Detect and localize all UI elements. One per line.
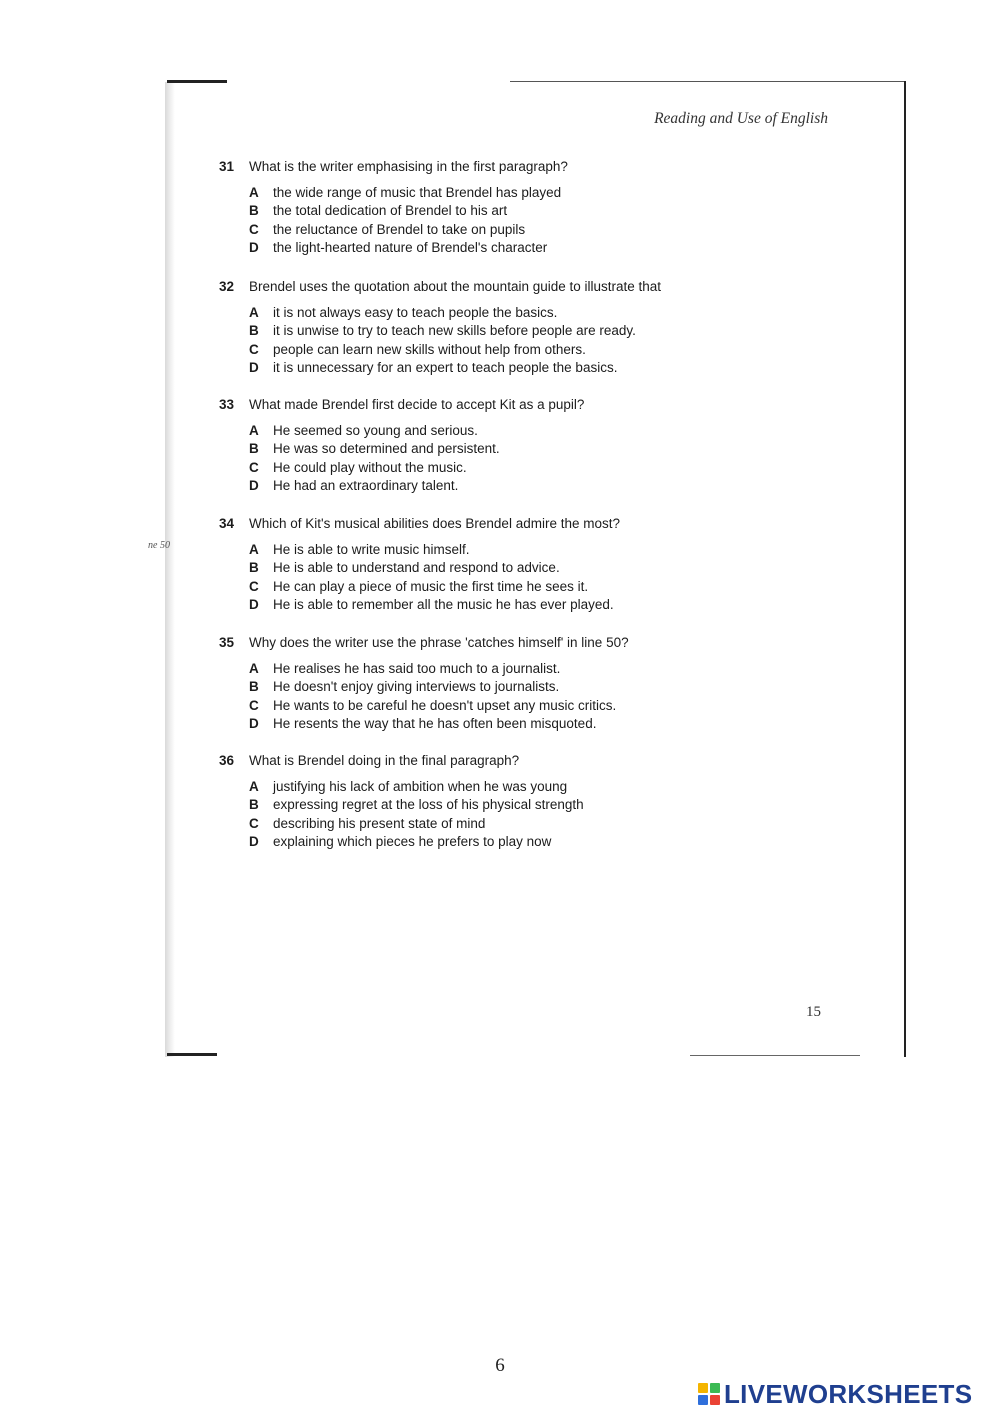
option-letter: D — [249, 715, 259, 731]
option-text: the wide range of music that Brendel has played — [273, 185, 562, 200]
option-b[interactable] — [249, 797, 739, 815]
option-text: He had an extraordinary talent. — [273, 477, 459, 493]
bottom-left-rule — [167, 1053, 217, 1056]
option-letter: C — [249, 221, 259, 237]
question-number: 33 — [219, 397, 235, 412]
option-letter: A — [249, 661, 259, 676]
question-number: 36 — [219, 753, 235, 768]
top-left-rule — [167, 80, 227, 83]
option-text: the light-hearted nature of Brendel's character — [273, 239, 548, 255]
option-text: people can learn new skills without help from others. — [273, 341, 586, 357]
option-c[interactable] — [249, 460, 739, 478]
option-a[interactable] — [249, 185, 739, 203]
question-number: 32 — [219, 279, 235, 294]
option-text: He seemed so young and serious. — [273, 423, 478, 438]
brand-name: LIVEWORKSHEETS — [724, 1378, 973, 1409]
option-text: He wants to be careful he doesn't upset any music critics. — [273, 697, 617, 713]
option-c[interactable] — [249, 816, 739, 834]
option-text: He realises he has said too much to a journalist. — [273, 661, 561, 676]
scan-page-number: 15 — [806, 1004, 821, 1020]
option-b[interactable] — [249, 441, 739, 459]
option-list — [249, 661, 739, 734]
margin-note: ne 50 — [148, 540, 170, 551]
option-b[interactable] — [249, 679, 739, 697]
option-text: the reluctance of Brendel to take on pupils — [273, 221, 526, 237]
option-d[interactable] — [249, 834, 739, 852]
option-list — [249, 185, 739, 258]
option-text: it is not always easy to teach people the basics. — [273, 305, 558, 320]
right-border — [904, 81, 906, 1057]
question-number: 34 — [219, 516, 235, 531]
option-text: He is able to understand and respond to advice. — [273, 560, 560, 576]
question-text: Why does the writer use the phrase 'catches himself' in line 50? — [249, 635, 629, 650]
option-text: He is able to remember all the music he has ever played. — [273, 596, 614, 612]
question-31 — [219, 159, 739, 258]
option-b[interactable] — [249, 203, 739, 221]
question-33 — [219, 397, 739, 496]
option-letter: D — [249, 596, 259, 612]
option-text: the total dedication of Brendel to his art — [273, 203, 508, 219]
question-34 — [219, 516, 739, 615]
question-35 — [219, 635, 739, 734]
bottom-rule — [690, 1055, 860, 1056]
option-text: expressing regret at the loss of his physical strength — [273, 797, 584, 813]
option-letter: A — [249, 779, 259, 794]
option-text: explaining which pieces he prefers to play now — [273, 833, 552, 849]
question-number: 31 — [219, 159, 235, 174]
option-a[interactable] — [249, 542, 739, 560]
option-a[interactable] — [249, 779, 739, 797]
question-text: What is Brendel doing in the final paragraph? — [249, 753, 520, 768]
option-letter: C — [249, 815, 259, 831]
option-letter: C — [249, 578, 259, 594]
question-32 — [219, 279, 739, 378]
option-b[interactable] — [249, 323, 739, 341]
liveworksheets-logo[interactable] — [697, 1380, 972, 1408]
question-36 — [219, 753, 739, 852]
option-text: He can play a piece of music the first time he sees it. — [273, 578, 589, 594]
option-letter: A — [249, 542, 259, 557]
option-letter: B — [249, 797, 259, 813]
option-letter: D — [249, 477, 259, 493]
option-d[interactable] — [249, 360, 739, 378]
option-letter: A — [249, 423, 259, 438]
option-text: it is unnecessary for an expert to teach people the basics. — [273, 359, 618, 375]
option-text: He doesn't enjoy giving interviews to journalists. — [273, 679, 560, 695]
option-list — [249, 779, 739, 852]
question-number: 35 — [219, 635, 235, 650]
option-list — [249, 305, 739, 378]
option-list — [249, 423, 739, 496]
question-text: What made Brendel first decide to accept Kit as a pupil? — [249, 397, 585, 412]
option-letter: C — [249, 341, 259, 357]
option-letter: D — [249, 359, 259, 375]
option-letter: C — [249, 459, 259, 475]
option-text: He resents the way that he has often been misquoted. — [273, 715, 597, 731]
option-letter: B — [249, 441, 259, 457]
option-text: He is able to write music himself. — [273, 542, 470, 557]
option-text: He could play without the music. — [273, 459, 467, 475]
option-a[interactable] — [249, 423, 739, 441]
option-text: He was so determined and persistent. — [273, 441, 500, 457]
option-c[interactable] — [249, 579, 739, 597]
option-text: describing his present state of mind — [273, 815, 486, 831]
option-d[interactable] — [249, 597, 739, 615]
question-text: Which of Kit's musical abilities does Brendel admire the most? — [249, 516, 620, 531]
liveworksheets-logo-icon — [697, 1382, 721, 1406]
option-letter: D — [249, 239, 259, 255]
option-a[interactable] — [249, 661, 739, 679]
option-a[interactable] — [249, 305, 739, 323]
option-text: it is unwise to try to teach new skills before people are ready. — [273, 323, 636, 339]
option-letter: C — [249, 697, 259, 713]
option-c[interactable] — [249, 698, 739, 716]
option-letter: A — [249, 305, 259, 320]
question-text: What is the writer emphasising in the first paragraph? — [249, 159, 568, 174]
option-letter: D — [249, 833, 259, 849]
top-rule — [510, 81, 905, 82]
option-c[interactable] — [249, 222, 739, 240]
option-letter: B — [249, 560, 259, 576]
section-header: Reading and Use of English — [654, 110, 828, 127]
option-d[interactable] — [249, 716, 739, 734]
question-text: Brendel uses the quotation about the mountain guide to illustrate that — [249, 279, 662, 294]
option-d[interactable] — [249, 240, 739, 258]
document-page-number: 6 — [495, 1355, 505, 1376]
page-gutter-shadow — [165, 82, 175, 1057]
option-b[interactable] — [249, 560, 739, 578]
option-letter: B — [249, 323, 259, 339]
option-list — [249, 542, 739, 615]
option-c[interactable] — [249, 342, 739, 360]
option-d[interactable] — [249, 478, 739, 496]
option-letter: A — [249, 185, 259, 200]
option-text: justifying his lack of ambition when he was young — [273, 779, 568, 794]
option-letter: B — [249, 679, 259, 695]
option-letter: B — [249, 203, 259, 219]
